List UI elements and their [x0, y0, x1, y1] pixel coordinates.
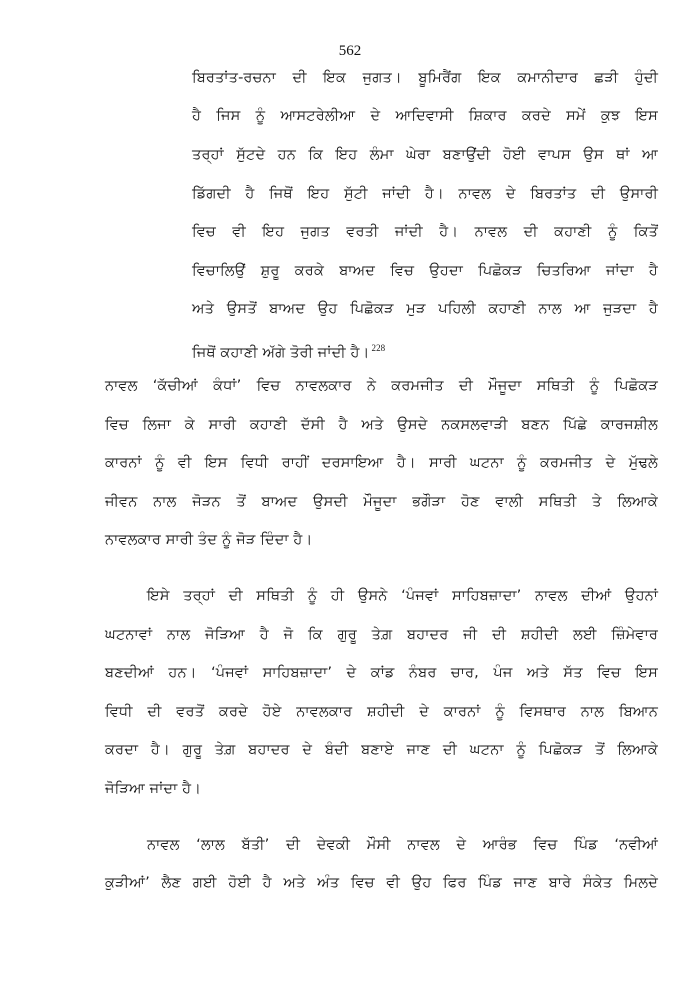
paragraph-line: ਬਣਦੀਆਂ ਹਨ। ‘ਪੰਜਵਾਂ ਸਾਹਿਬਜ਼ਾਦਾ’ ਦੇ ਕਾਂਡ ਨੰਬਰ ਚਾਰ, ਪੰਜ ਅਤੇ ਸੱਤ ਵਿਚ ਇਸ [105, 664, 658, 681]
quote-line: ਬਿਰਤਾਂਤ-ਰਚਨਾ ਦੀ ਇਕ ਜੁਗਤ। ਬੂਮਿਰੈਂਗ ਇਕ ਕਮਾਨੀਦਾਰ ਛੜੀ ਹੁੰਦੀ [192, 69, 658, 86]
quote-text: ਜਿਥੋਂ ਕਹਾਣੀ ਅੱਗੇ ਤੋਰੀ ਜਾਂਦੀ ਹੈ। [192, 344, 370, 361]
paragraph-line: ਜੀਵਨ ਨਾਲ ਜੋੜਨ ਤੋਂ ਬਾਅਦ ਉਸਦੀ ਮੌਜੂਦਾ ਭਗੌੜਾ ਹੋਣ ਵਾਲੀ ਸਥਿਤੀ ਤੇ ਲਿਆਕੇ [105, 493, 658, 510]
paragraph-line: ਕੁੜੀਆਂ’ ਲੈਣ ਗਈ ਹੋਈ ਹੈ ਅਤੇ ਅੰਤ ਵਿਚ ਵੀ ਉਹ ਫਿਰ ਪਿੰਡ ਜਾਣ ਬਾਰੇ ਸੰਕੇਤ ਮਿਲਦੇ [105, 874, 658, 891]
quote-line: ਹੈ ਜਿਸ ਨੂੰ ਆਸਟਰੇਲੀਆ ਦੇ ਆਦਿਵਾਸੀ ਸ਼ਿਕਾਰ ਕਰਦੇ ਸਮੇਂ ਕੁਝ ਇਸ [192, 107, 658, 124]
paragraph-line-first: ਇਸੇ ਤਰ੍ਹਾਂ ਦੀ ਸਥਿਤੀ ਨੂੰ ਹੀ ਉਸਨੇ ‘ਪੰਜਵਾਂ ਸਾਹਿਬਜ਼ਾਦਾ’ ਨਾਵਲ ਦੀਆਂ ਉਹਨਾਂ [147, 587, 658, 604]
paragraph-line-first: ਨਾਵਲ ‘ਲਾਲ ਬੱਤੀ’ ਦੀ ਦੇਵਕੀ ਮੌਸੀ ਨਾਵਲ ਦੇ ਆਰੰਭ ਵਿਚ ਪਿੰਡ ‘ਨਵੀਆਂ [147, 836, 658, 853]
page-number: 562 [338, 43, 362, 59]
paragraph-line: ਘਟਨਾਵਾਂ ਨਾਲ ਜੋੜਿਆ ਹੈ ਜੋ ਕਿ ਗੁਰੂ ਤੇਗ਼ ਬਹਾਦਰ ਜੀ ਦੀ ਸ਼ਹੀਦੀ ਲਈ ਜ਼ਿੰਮੇਵਾਰ [105, 626, 658, 643]
footnote-reference[interactable]: 228 [371, 343, 386, 353]
quote-line-last [192, 338, 658, 363]
paragraph-line: ਕਰਦਾ ਹੈ। ਗੁਰੂ ਤੇਗ਼ ਬਹਾਦਰ ਦੇ ਬੰਦੀ ਬਣਾਏ ਜਾਣ ਦੀ ਘਟਨਾ ਨੂੰ ਪਿਛੋਕੜ ਤੋਂ ਲਿਆਕੇ [105, 741, 658, 758]
paragraph-line: ਵਿਧੀ ਦੀ ਵਰਤੋਂ ਕਰਦੇ ਹੋਏ ਨਾਵਲਕਾਰ ਸ਼ਹੀਦੀ ਦੇ ਕਾਰਨਾਂ ਨੂੰ ਵਿਸਥਾਰ ਨਾਲ ਬਿਆਨ [105, 703, 658, 720]
quote-line: ਡਿੱਗਦੀ ਹੈ ਜਿਥੋਂ ਇਹ ਸੁੱਟੀ ਜਾਂਦੀ ਹੈ। ਨਾਵਲ ਦੇ ਬਿਰਤਾਂਤ ਦੀ ਉਸਾਰੀ [192, 185, 658, 202]
paragraph-line-last: ਜੋੜਿਆ ਜਾਂਦਾ ਹੈ। [105, 780, 202, 797]
quote-line: ਵਿਚ ਵੀ ਇਹ ਜੁਗਤ ਵਰਤੀ ਜਾਂਦੀ ਹੈ। ਨਾਵਲ ਦੀ ਕਹਾਣੀ ਨੂੰ ਕਿਤੋਂ [192, 223, 658, 240]
quote-line: ਅਤੇ ਉਸਤੋਂ ਬਾਅਦ ਉਹ ਪਿਛੋਕੜ ਮੁੜ ਪਹਿਲੀ ਕਹਾਣੀ ਨਾਲ ਆ ਜੁੜਦਾ ਹੈ [192, 300, 658, 317]
paragraph-line: ਨਾਵਲ ‘ਕੱਚੀਆਂ ਕੰਧਾਂ’ ਵਿਚ ਨਾਵਲਕਾਰ ਨੇ ਕਰਮਜੀਤ ਦੀ ਮੌਜੂਦਾ ਸਥਿਤੀ ਨੂੰ ਪਿਛੋਕੜ [105, 377, 658, 394]
paragraph-line-last: ਨਾਵਲਕਾਰ ਸਾਰੀ ਤੰਦ ਨੂੰ ਜੋੜ ਦਿੰਦਾ ਹੈ। [105, 531, 313, 548]
quote-line: ਤਰ੍ਹਾਂ ਸੁੱਟਦੇ ਹਨ ਕਿ ਇਹ ਲੰਮਾ ਘੇਰਾ ਬਣਾਉਂਦੀ ਹੋਈ ਵਾਪਸ ਉਸ ਥਾਂ ਆ [192, 146, 658, 163]
quote-line: ਵਿਚਾਲਿਉਂ ਸ਼ੁਰੂ ਕਰਕੇ ਬਾਅਦ ਵਿਚ ਉਹਦਾ ਪਿਛੋਕੜ ਚਿਤਰਿਆ ਜਾਂਦਾ ਹੈ [192, 262, 658, 279]
paragraph-line: ਵਿਚ ਲਿਜਾ ਕੇ ਸਾਰੀ ਕਹਾਣੀ ਦੱਸੀ ਹੈ ਅਤੇ ਉਸਦੇ ਨਕਸਲਵਾੜੀ ਬਣਨ ਪਿੱਛੇ ਕਾਰਜਸ਼ੀਲ [105, 416, 658, 433]
paragraph-line: ਕਾਰਨਾਂ ਨੂੰ ਵੀ ਇਸ ਵਿਧੀ ਰਾਹੀਂ ਦਰਸਾਇਆ ਹੈ। ਸਾਰੀ ਘਟਨਾ ਨੂੰ ਕਰਮਜੀਤ ਦੇ ਮੁੱਢਲੇ [105, 454, 658, 471]
